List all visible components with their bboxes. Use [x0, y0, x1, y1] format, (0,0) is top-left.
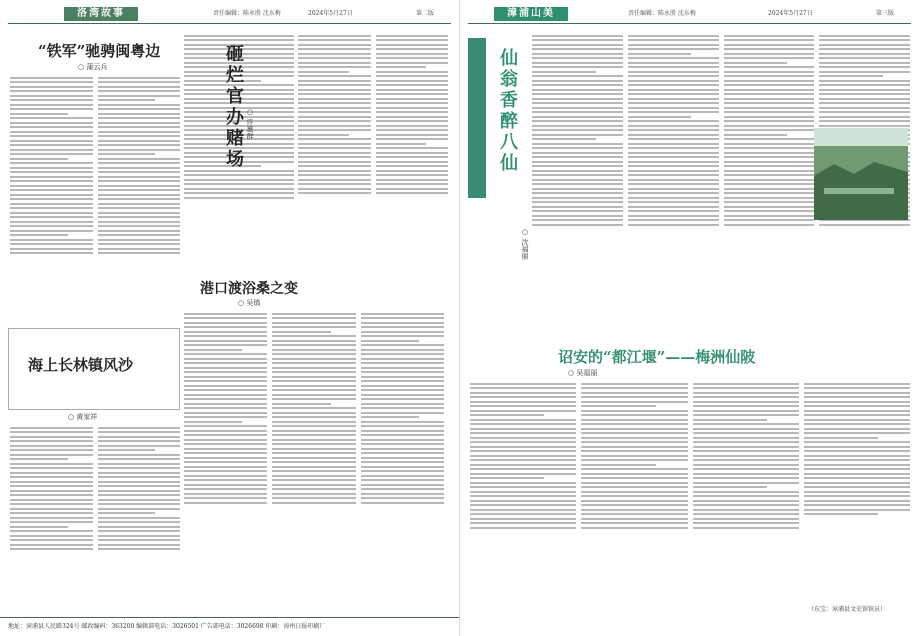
defense-article-body	[10, 424, 180, 608]
text-column	[376, 32, 449, 268]
text-column	[532, 32, 623, 332]
bridge-article-body	[184, 310, 444, 610]
right-column-tag: 漳浦山美	[494, 7, 568, 21]
left-editor: 责任编辑：陈永胜 沈东梅	[213, 10, 281, 17]
text-column	[581, 380, 687, 610]
text-column	[298, 32, 371, 268]
text-column	[98, 74, 181, 324]
text-column	[724, 32, 815, 332]
text-column	[628, 32, 719, 332]
side-article-author: ○ 许惠群	[246, 108, 254, 140]
left-page-body	[8, 28, 451, 614]
text-column	[361, 310, 444, 610]
left-date: 2024年5月27日	[308, 10, 353, 17]
text-column	[184, 310, 267, 610]
bridge-article-author: ○ 吴镇	[238, 299, 261, 307]
side-article-body-2	[298, 32, 448, 268]
left-page-number: 第二版	[416, 10, 435, 17]
left-page-footer: 地址：漳浦县人民路324号 邮政编码：363200 编辑部电话：3026501 广告部电话：3026698 印刷：漳州日报印刷厂	[0, 617, 459, 636]
bridge-article-title: 港口渡浴桑之变	[200, 281, 298, 297]
text-column	[470, 380, 576, 610]
header-rule	[468, 23, 911, 24]
text-column	[98, 424, 181, 608]
text-column	[804, 380, 910, 610]
text-column	[10, 74, 93, 324]
feature-article-title: 仙翁香醉八仙	[497, 48, 518, 174]
main-article-body	[10, 74, 180, 324]
side-article-title: 砸烂官办赌场	[223, 44, 244, 170]
main-article-author: ○ 蒲云兵	[78, 63, 108, 71]
feature-title-bar	[468, 38, 486, 198]
right-page	[460, 0, 919, 636]
text-column	[693, 380, 799, 610]
right-editor: 责任编辑：陈永胜 沈东梅	[628, 10, 696, 17]
text-column	[272, 310, 355, 610]
right-page-body	[468, 28, 911, 614]
left-page-header	[8, 4, 451, 24]
main-article-title: “铁军”驰骋闽粤边	[38, 42, 161, 60]
landscape-photo	[814, 128, 908, 220]
defense-article-author: ○ 黄家祥	[68, 413, 98, 421]
right-date: 2024年5月27日	[768, 10, 813, 17]
right-page-number: 第三版	[876, 10, 895, 17]
right-main-article-body	[470, 380, 910, 610]
main-article-title: 诏安的“都江堰”——梅洲仙陂	[558, 348, 756, 366]
text-column	[10, 424, 93, 608]
left-column-tag: 洛湾故事	[64, 7, 138, 21]
header-rule	[8, 23, 451, 24]
feature-article-author: ○ 沈福丽	[521, 228, 529, 260]
main-article-author: ○ 吴福丽	[568, 369, 598, 377]
right-page-header	[468, 4, 911, 24]
defense-article-title: 海上长林镇风沙	[28, 356, 134, 374]
author-note: （东宝：漳浦县文史馆馆员）	[808, 606, 887, 613]
